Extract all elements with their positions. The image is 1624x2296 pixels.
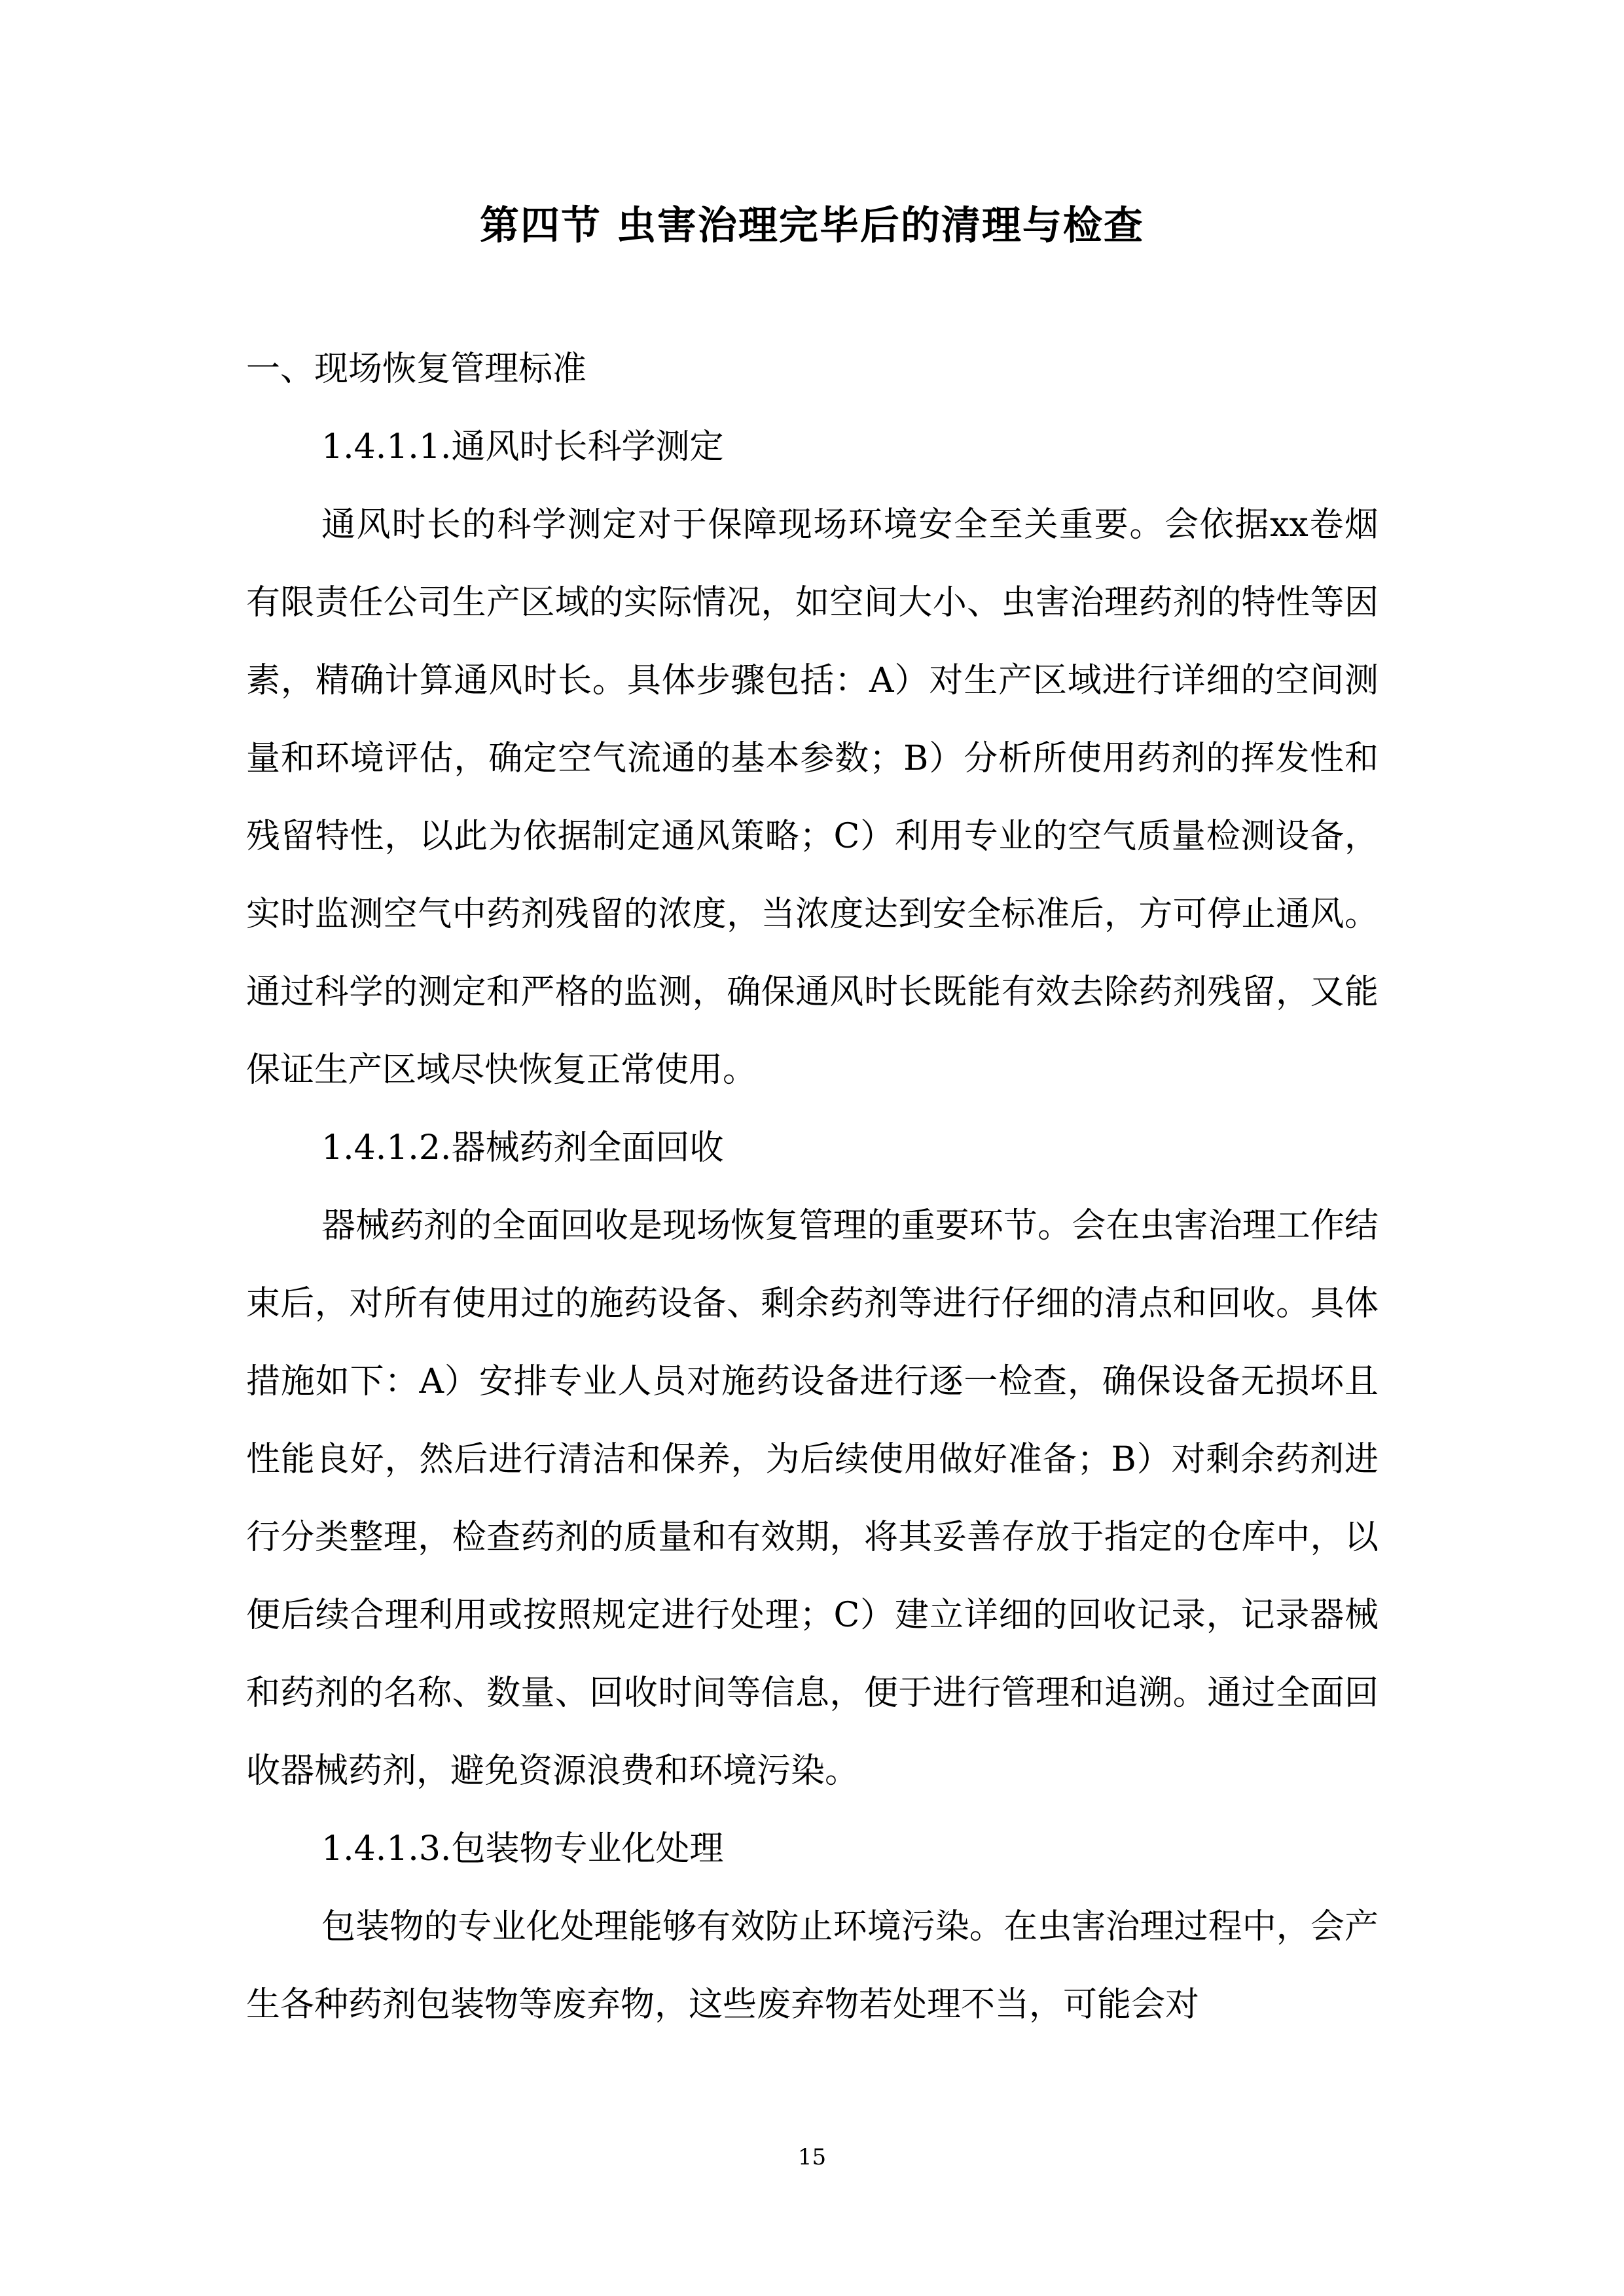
subsection-heading: 1.4.1.3.包装物专业化处理 — [321, 1829, 724, 1869]
page-number: 15 — [797, 2144, 827, 2170]
subsection-heading: 1.4.1.2.器械药剂全面回收 — [321, 1128, 724, 1168]
subsection-heading: 1.4.1.1.通风时长科学测定 — [321, 427, 724, 467]
page-title: 第四节 虫害治理完毕后的清理与检查 — [480, 203, 1144, 249]
document-body — [246, 331, 1379, 2044]
paragraph: 包装物的专业化处理能够有效防止环境污染。在虫害治理过程中，会产生各种药剂包装物等废弃物，这些废弃物若处理不当，可能会对 — [246, 1907, 1379, 2024]
paragraph: 器械药剂的全面回收是现场恢复管理的重要环节。会在虫害治理工作结束后，对所有使用过的施药设备、剩余药剂等进行仔细的清点和回收。具体措施如下：A）安排专业人员对施药设备进行逐一检查，确保设备无损坏且性能良好，然后进行清洁和保养，为后续使用做好准备；B）对剩余药剂进行分类整理，检查药剂的质量和有效期，将其妥善存放于指定的仓库中，以便后续合理利用或按照规定进行处理；C）建立详细的回收记录，记录器械和药剂的名称、数量、回收时间等信息，便于进行管理和追溯。通过全面回收器械药剂，避免资源浪费和环境污染。 — [246, 1206, 1379, 1791]
paragraph: 通风时长的科学测定对于保障现场环境安全至关重要。会依据xx卷烟有限责任公司生产区域的实际情况，如空间大小、虫害治理药剂的特性等因素，精确计算通风时长。具体步骤包括：A）对生产区域进行详细的空间测量和环境评估，确定空气流通的基本参数；B）分析所使用药剂的挥发性和残留特性，以此为依据制定通风策略；C）利用专业的空气质量检测设备，实时监测空气中药剂残留的浓度，当浓度达到安全标准后，方可停止通风。通过科学的测定和严格的监测，确保通风时长既能有效去除药剂残留，又能保证生产区域尽快恢复正常使用。 — [246, 505, 1379, 1090]
section-heading: 一、现场恢复管理标准 — [246, 350, 587, 389]
